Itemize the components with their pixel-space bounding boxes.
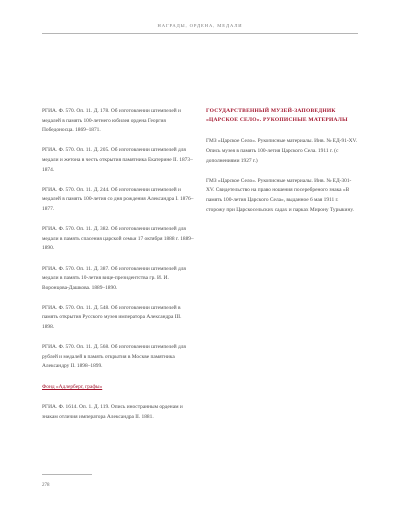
footer-divider [42, 474, 92, 475]
museum-heading: ГОСУДАРСТВЕННЫЙ МУЗЕЙ-ЗАПОВЕДНИК «ЦАРСКОЕ СЕЛО». РУКОПИСНЫЕ МАТЕРИАЛЫ [206, 108, 348, 124]
archive-entry: РГИА. Ф. 570. Оп. 11. Д. 205. Об изготовлении штемпелей для медали и жетона в честь открытия памятника Екатерине II. 1873–1874. [42, 147, 193, 173]
archive-entry: РГИА. Ф. 1614. Оп. 1. Д. 119. Опись иностранным орденам и знакам отличия императора Александра II. 1881. [42, 404, 183, 420]
archive-entry: ГМЗ «Царское Село». Рукописные материалы. Инв. № ЕД-91-XV. Опись музея в память 100-летия Царского Села. 1911 г. (с дополнениями 1927 г.) [206, 138, 358, 164]
archive-entry: РГИА. Ф. 570. Оп. 11. Д. 548. Об изготовлении штемпелей в память открытия Русского музея императора Александра III. 1898. [42, 304, 182, 331]
archive-entry: РГИА. Ф. 570. Оп. 11. Д. 382. Об изготовлении штемпелей для медали в память спасения царской семьи 17 октября 1888 г. 1889–1890. [42, 226, 194, 252]
archive-entry: РГИА. Ф. 570. Оп. 11. Д. 178. Об изготовлении штемпелей и медалей в память 100-летнего юбилея ордена Георгия Победоносца. 1869–1871. [42, 108, 181, 134]
fond-heading: Фонд «Адлерберг, графы» [42, 384, 103, 391]
archive-entry: ГМЗ «Царское Село». Рукописные материалы. Инв. № ЕД-301-XV. Свидетельство на право ношения посеребреного знака «В память 100-летия Царского Села», выданное 6 мая 1911 г. сторожу при Царскосельских садах и парках Мирону Турыкину. [206, 177, 354, 213]
right-column [206, 107, 358, 226]
archive-entry: РГИА. Ф. 570. Оп. 11. Д. 244. Об изготовлении штемпелей и медалей в память 100-летия со дня рождения Александра I. 1876–1877. [42, 186, 194, 212]
running-head: НАГРАДЫ, ОРДЕНА, МЕДАЛИ [157, 23, 243, 28]
page-number: 278 [42, 483, 50, 488]
archive-entry: РГИА. Ф. 570. Оп. 11. Д. 568. Об изготовлении штемпелей для рублей и медалей в память открытия в Москве памятника Александру II. 1898–1899. [42, 344, 186, 370]
header-divider [42, 33, 358, 34]
left-column [42, 107, 194, 433]
archive-entry: РГИА. Ф. 570. Оп. 11. Д. 387. Об изготовлении штемпелей для медали в память 10-летия вице-президентства гр. И. И. Воронцова-Дашкова. 1889–1890. [42, 265, 186, 291]
